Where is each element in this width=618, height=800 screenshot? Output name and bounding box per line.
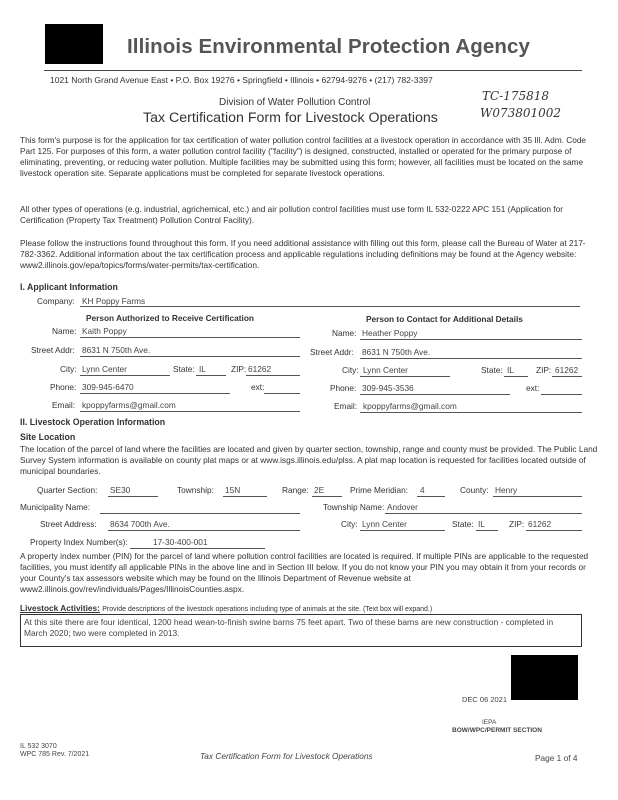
left-state-field[interactable]: IL <box>199 364 206 374</box>
township-underline <box>223 496 267 497</box>
site-street-label: Street Address: <box>40 519 97 529</box>
site-street-field[interactable]: 8634 700th Ave. <box>110 519 170 529</box>
quarter-section-field[interactable]: SE30 <box>110 485 131 495</box>
intro-paragraph-1: This form's purpose is for the application for tax certification of water pollution control facilities at a livestock operation in accordance with 35 Ill. Adm. Code Part 125. For purposes of this form, a water pollution control facility ("facility") is designed, constructed, installed or operated for the primary purpose of eliminating, preventing, or reducing water pollution. Multiple facilities may be submitted using this form; however, all facilities must be located on the same livestock operation site. Separate applications must be completed for separate livestock operations. <box>20 135 587 178</box>
footer-revision: WPC 785 Rev. 7/2021 <box>20 751 90 758</box>
livestock-activities-text: At this site there are four identical, 1200 head wean-to-finish swine barns 75 feet apart. Two of these barns are new construction - completed in March 2020; two were completed in 2013. <box>24 617 554 638</box>
township-name-label: Township Name: <box>323 502 385 512</box>
right-phone-underline <box>360 394 510 395</box>
livestock-activities-textbox[interactable] <box>20 614 582 647</box>
form-title: Tax Certification Form for Livestock Operations <box>143 110 438 126</box>
right-email-field[interactable]: kpoppyfarms@gmail.com <box>363 401 457 411</box>
right-phone-field[interactable]: 309-945-3536 <box>362 383 414 393</box>
left-zip-label: ZIP: <box>231 364 247 374</box>
right-zip-field[interactable]: 61262 <box>555 365 579 375</box>
right-name-field[interactable]: Heather Poppy <box>362 328 418 338</box>
left-ext-underline <box>264 393 300 394</box>
header-rule <box>44 70 582 71</box>
left-email-label: Email: <box>52 400 76 410</box>
section-1-heading: I. Applicant Information <box>20 282 118 292</box>
right-phone-label: Phone: <box>330 383 357 393</box>
site-location-text: The location of the parcel of land where the facilities are located and given by quarter section, township, range and county must be provided. The Public Land Survey System information is available on county plat maps or at www.isgs.illinois.edu/plss. A plat map location is requested for facilities located outside of municipal boundaries. <box>20 444 598 476</box>
left-email-field[interactable]: kpoppyfarms@gmail.com <box>82 400 176 410</box>
left-phone-field[interactable]: 309-945-6470 <box>82 382 134 392</box>
right-city-label: City: <box>342 365 359 375</box>
county-underline <box>493 496 582 497</box>
handwritten-tc-number: TC-175818 <box>482 89 550 103</box>
company-field[interactable]: KH Poppy Farms <box>82 296 146 306</box>
municipality-label: Municipality Name: <box>20 502 91 512</box>
stamp-section: BOW/WPC/PERMIT SECTION <box>452 727 542 734</box>
left-street-field[interactable]: 8631 N 750th Ave. <box>82 345 151 355</box>
left-email-underline <box>80 411 300 412</box>
prime-meridian-underline <box>417 496 445 497</box>
right-name-underline <box>360 339 582 340</box>
left-city-field[interactable]: Lynn Center <box>82 364 127 374</box>
right-street-underline <box>360 358 582 359</box>
site-state-field[interactable]: IL <box>478 519 485 529</box>
quarter-section-underline <box>108 496 158 497</box>
right-state-field[interactable]: IL <box>507 365 514 375</box>
left-city-underline <box>80 375 170 376</box>
range-field[interactable]: 2E <box>314 485 325 495</box>
intro-paragraph-3: Please follow the instructions found throughout this form. If you need additional assistance with filling out this form, please call the Bureau of Water at 217-782-3362. Additional information about the tax certification process and applicable regulations including definitions may be found at the Agency website: www2.illinois.gov/epa/topics/forms/water-permits/tax-certification. <box>20 238 586 270</box>
right-state-label: State: <box>481 365 503 375</box>
footer-form-title: Tax Certification Form for Livestock Operations <box>200 751 373 761</box>
left-name-field[interactable]: Kaith Poppy <box>82 326 127 336</box>
township-field[interactable]: 15N <box>225 485 241 495</box>
livestock-activities-row <box>20 603 432 613</box>
pin-explanation: A property index number (PIN) for the parcel of land where pollution control facilities are located is required. If multiple PINs are applicable to the requested facilities, you must identify all applicable PINs in the above line and in Section III below. If you do not know your PIN you may obtain it from your records or your County's tax assessors website which may be found on the Illinois Department of Revenue website at www2.illinois.gov/rev/individuals/Pages/IllinoisCounties.aspx. <box>20 551 589 594</box>
received-date-stamp: DEC 06 2021 <box>462 695 508 704</box>
left-state-underline <box>196 375 226 376</box>
prime-meridian-label: Prime Meridian: <box>350 485 409 495</box>
site-location-heading: Site Location <box>20 432 76 442</box>
company-underline <box>80 306 580 307</box>
quarter-section-label: Quarter Section: <box>37 485 98 495</box>
left-state-label: State: <box>173 364 195 374</box>
left-name-underline <box>80 337 300 338</box>
pin-underline <box>130 548 265 549</box>
prime-meridian-field[interactable]: 4 <box>420 485 425 495</box>
left-street-label: Street Addr: <box>31 345 75 355</box>
site-street-underline <box>108 530 300 531</box>
right-state-underline <box>504 376 528 377</box>
right-city-underline <box>360 376 450 377</box>
site-city-underline <box>360 530 445 531</box>
left-name-label: Name: <box>52 326 77 336</box>
site-zip-field[interactable]: 61262 <box>528 519 552 529</box>
county-field[interactable]: Henry <box>495 485 518 495</box>
section-2-heading: II. Livestock Operation Information <box>20 417 166 427</box>
right-contact-heading: Person to Contact for Additional Details <box>366 314 523 324</box>
agency-address: 1021 North Grand Avenue East • P.O. Box 19276 • Springfield • Illinois • 62794-9276 • (217) 782-3397 <box>50 75 433 85</box>
footer-form-id: IL 532 3070 <box>20 743 57 750</box>
right-zip-label: ZIP: <box>536 365 552 375</box>
right-name-label: Name: <box>332 328 357 338</box>
right-zip-underline <box>552 376 582 377</box>
right-email-label: Email: <box>334 401 358 411</box>
range-underline <box>312 496 342 497</box>
site-city-label: City: <box>341 519 358 529</box>
left-street-underline <box>80 356 300 357</box>
right-city-field[interactable]: Lynn Center <box>363 365 408 375</box>
left-phone-underline <box>80 393 230 394</box>
handwritten-w-number: W073801002 <box>480 106 562 120</box>
pin-field[interactable]: 17-30-400-001 <box>153 537 208 547</box>
left-zip-underline <box>246 375 300 376</box>
site-zip-label: ZIP: <box>509 519 525 529</box>
intro-paragraph-2: All other types of operations (e.g. industrial, agrichemical, etc.) and air pollution control facilities must use form IL 532-0222 APC 151 (Application for Certification (Property Tax Treatment) Pollution Control Facility). <box>20 204 563 225</box>
left-zip-field[interactable]: 61262 <box>248 364 272 374</box>
site-state-underline <box>476 530 498 531</box>
division-name: Division of Water Pollution Control <box>219 97 371 108</box>
right-email-underline <box>360 412 582 413</box>
redacted-logo <box>45 24 103 64</box>
township-name-underline <box>385 513 582 514</box>
county-label: County: <box>460 485 489 495</box>
site-zip-underline <box>526 530 582 531</box>
municipality-underline <box>100 513 300 514</box>
right-street-label: Street Addr: <box>310 347 354 357</box>
pin-label: Property Index Number(s): <box>30 537 128 547</box>
stamp-agency: IEPA <box>482 719 497 726</box>
right-street-field[interactable]: 8631 N 750th Ave. <box>362 347 431 357</box>
company-label: Company: <box>37 296 75 306</box>
township-name-field[interactable]: Andover <box>387 502 418 512</box>
left-ext-label: ext: <box>251 382 265 392</box>
right-ext-label: ext: <box>526 383 540 393</box>
township-label: Township: <box>177 485 214 495</box>
site-state-label: State: <box>452 519 474 529</box>
left-contact-heading: Person Authorized to Receive Certification <box>86 313 254 323</box>
redacted-stamp-area <box>511 655 578 700</box>
livestock-activities-hint: Provide descriptions of the livestock operations including type of animals at the site. (Text box will expand.) <box>102 606 433 613</box>
right-ext-underline <box>541 394 582 395</box>
left-phone-label: Phone: <box>50 382 77 392</box>
left-city-label: City: <box>60 364 77 374</box>
site-city-field[interactable]: Lynn Center <box>362 519 407 529</box>
range-label: Range: <box>282 485 309 495</box>
livestock-activities-label: Livestock Activities: <box>20 603 100 613</box>
footer-page-number: Page 1 of 4 <box>535 753 578 763</box>
agency-name: Illinois Environmental Protection Agency <box>127 35 531 58</box>
